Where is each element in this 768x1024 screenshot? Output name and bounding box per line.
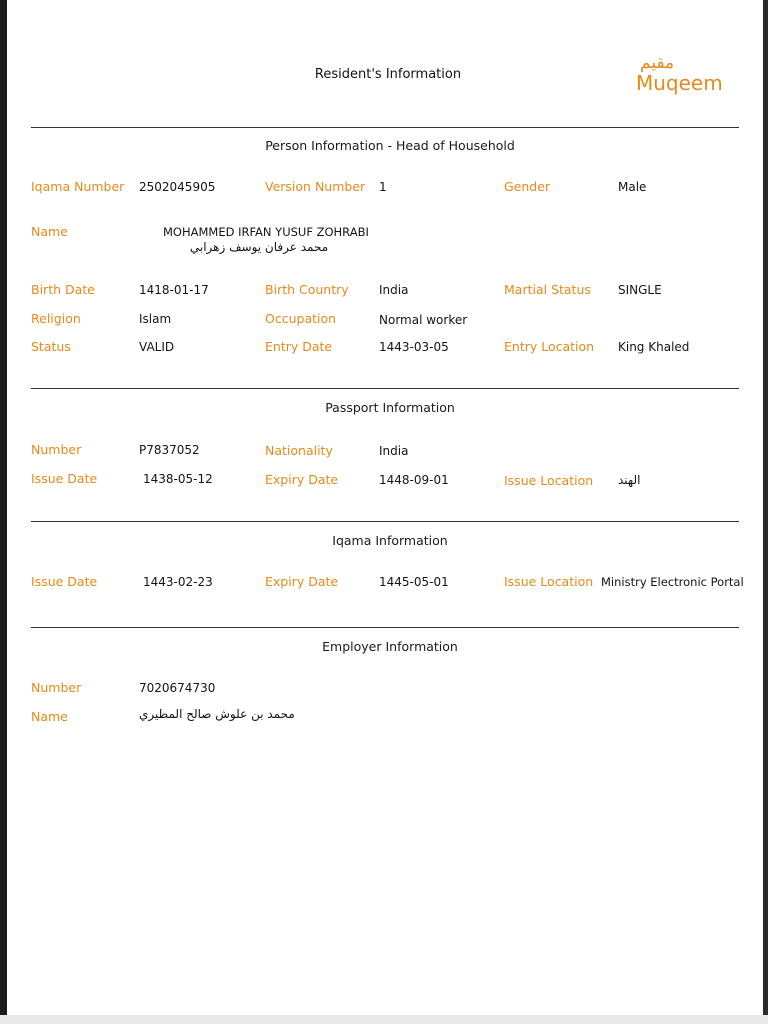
entry-date-label: Entry Date	[265, 339, 333, 354]
entry-location-label: Entry Location	[504, 339, 595, 354]
logo-arabic-text: مقيم	[640, 53, 675, 73]
logo-english-text: Muqeem	[636, 71, 723, 95]
passport-number-label: Number	[31, 442, 82, 457]
status-value: VALID	[139, 340, 175, 354]
scan-left-edge	[0, 0, 7, 1024]
iqama-number-label: Iqama Number	[31, 179, 125, 194]
name-arabic-value: محمد عرفان يوسف زهرابي	[189, 240, 329, 254]
birth-country-label: Birth Country	[265, 282, 349, 297]
passport-section-title: Passport Information	[325, 400, 455, 415]
iqama-issue-date-label: Issue Date	[31, 574, 98, 589]
employer-number-value: 7020674730	[139, 681, 216, 695]
scan-bottom-edge	[0, 1015, 768, 1024]
passport-issue-location-value: الهند	[618, 473, 641, 487]
religion-label: Religion	[31, 311, 81, 326]
muqeem-logo	[636, 54, 736, 94]
nationality-value: India	[379, 444, 409, 458]
person-section-title: Person Information - Head of Household	[265, 138, 515, 153]
nationality-label: Nationality	[265, 443, 333, 458]
birth-date-label: Birth Date	[31, 282, 95, 297]
employer-section-title: Employer Information	[322, 639, 458, 654]
scan-right-edge	[763, 0, 768, 1024]
iqama-issue-date-value: 1443-02-23	[143, 575, 213, 589]
iqama-issue-location-value: Ministry Electronic Portal	[601, 575, 744, 589]
occupation-value: Normal worker	[379, 313, 468, 327]
passport-issue-date-value: 1438-05-12	[143, 472, 213, 486]
section-divider	[31, 388, 739, 389]
birth-country-value: India	[379, 283, 409, 297]
section-divider	[31, 127, 739, 128]
religion-value: Islam	[139, 312, 172, 326]
gender-value: Male	[618, 180, 647, 194]
status-label: Status	[31, 339, 71, 354]
iqama-expiry-date-value: 1445-05-01	[379, 575, 449, 589]
document-title: Resident's Information	[314, 67, 462, 82]
occupation-label: Occupation	[265, 311, 337, 326]
marital-status-value: SINGLE	[618, 283, 662, 297]
entry-location-value: King Khaled	[618, 340, 690, 354]
iqama-issue-location-label: Issue Location	[504, 574, 594, 589]
marital-status-label: Martial Status	[504, 282, 591, 297]
employer-number-label: Number	[31, 680, 82, 695]
employer-name-value: محمد بن علوش صالح المطيري	[139, 707, 295, 721]
iqama-section-title: Iqama Information	[332, 533, 448, 548]
passport-issue-location-label: Issue Location	[504, 473, 594, 488]
passport-expiry-date-label: Expiry Date	[265, 472, 339, 487]
passport-issue-date-label: Issue Date	[31, 471, 98, 486]
gender-label: Gender	[504, 179, 551, 194]
version-number-label: Version Number	[265, 179, 366, 194]
name-english-value: MOHAMMED IRFAN YUSUF ZOHRABI	[163, 225, 369, 239]
section-divider	[31, 521, 739, 522]
passport-expiry-date-value: 1448-09-01	[379, 473, 449, 487]
iqama-number-value: 2502045905	[139, 180, 216, 194]
name-label: Name	[31, 224, 68, 239]
birth-date-value: 1418-01-17	[139, 283, 209, 297]
version-number-value: 1	[379, 180, 387, 194]
iqama-expiry-date-label: Expiry Date	[265, 574, 339, 589]
passport-number-value: P7837052	[139, 443, 200, 457]
section-divider	[31, 627, 739, 628]
employer-name-label: Name	[31, 709, 68, 724]
entry-date-value: 1443-03-05	[379, 340, 449, 354]
